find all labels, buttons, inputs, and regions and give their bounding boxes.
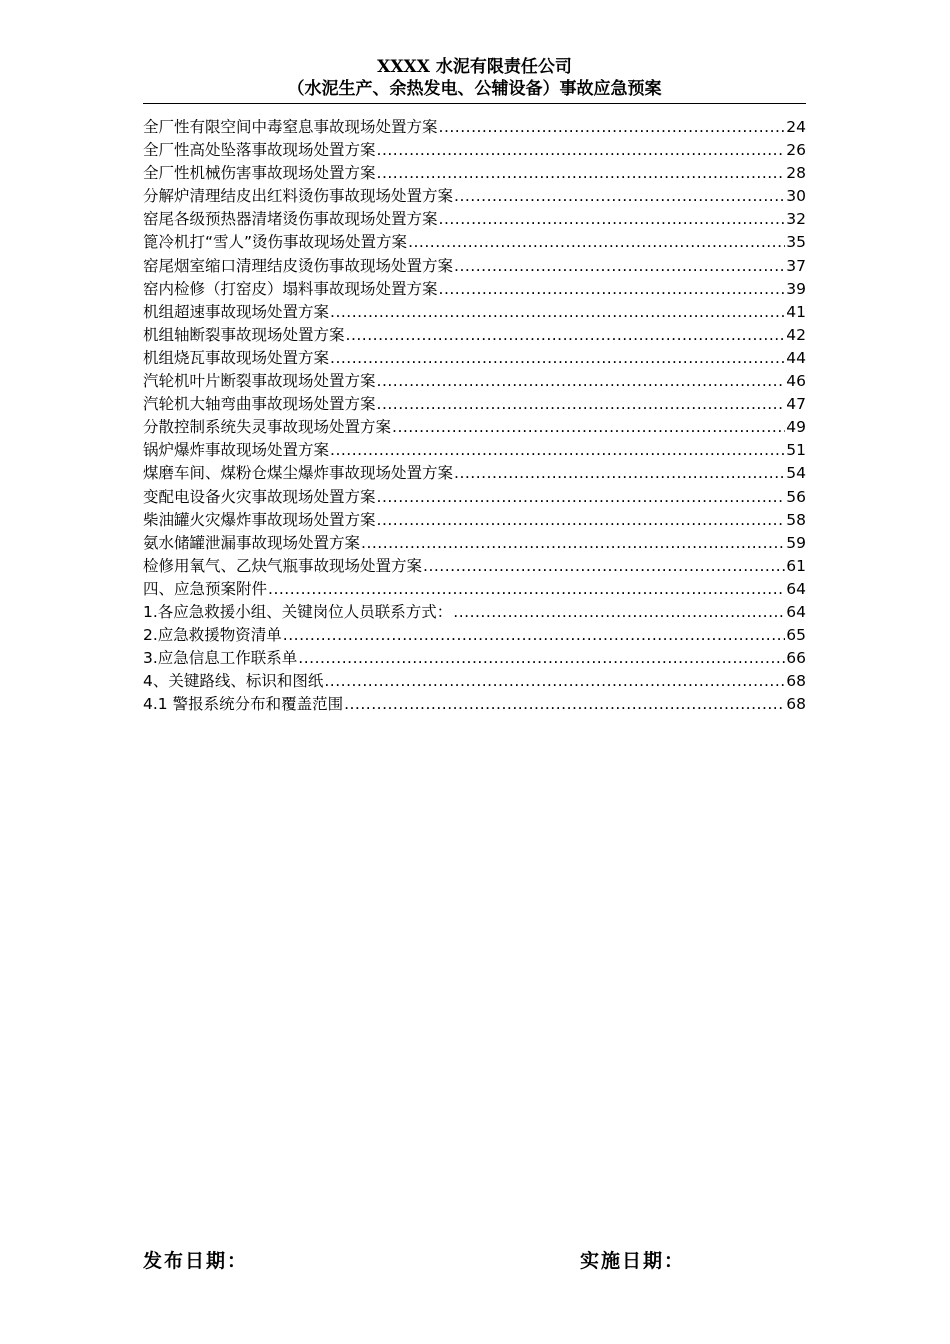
publish-date-label: 发布日期： [143,1250,249,1272]
toc-entry[interactable] [143,208,806,231]
toc-entry-title: 锅炉爆炸事故现场处置方案 [143,441,330,460]
toc-entry-page-number: 30 [786,187,806,206]
toc-entry-title: 检修用氧气、乙炔气瓶事故现场处置方案 [143,556,423,575]
toc-dot-leader [283,624,785,647]
toc-entry-title: 煤磨车间、煤粉仓煤尘爆炸事故现场处置方案 [143,464,454,483]
toc-entry-page-number: 68 [786,695,806,714]
toc-dot-leader [454,462,785,485]
toc-dot-leader [439,116,786,139]
toc-entry[interactable] [143,509,806,532]
toc-entry-page-number: 59 [786,533,806,552]
toc-entry[interactable] [143,601,806,624]
toc-entry-page-number: 56 [786,487,806,506]
toc-dot-leader [453,601,785,624]
toc-dot-leader [377,509,786,532]
toc-entry[interactable] [143,393,806,416]
toc-dot-leader [454,255,785,278]
toc-entry-page-number: 58 [786,510,806,529]
toc-dot-leader [324,670,785,693]
toc-dot-leader [392,416,785,439]
toc-entry-page-number: 66 [786,649,806,668]
toc-entry-title: 全厂性机械伤害事故现场处置方案 [143,164,376,183]
toc-entry-page-number: 64 [786,579,806,598]
toc-entry-title: 机组超速事故现场处置方案 [143,302,330,321]
toc-dot-leader [439,278,786,301]
toc-entry-page-number: 51 [786,441,806,460]
toc-entry-title: 变配电设备火灾事故现场处置方案 [143,487,376,506]
toc-dot-leader [377,139,786,162]
toc-dot-leader [408,231,785,254]
toc-dot-leader [344,693,785,716]
toc-entry-page-number: 46 [786,372,806,391]
toc-entry-page-number: 68 [786,672,806,691]
toc-dot-leader [377,370,786,393]
toc-entry-page-number: 42 [786,325,806,344]
table-of-contents [143,116,806,716]
toc-entry-page-number: 37 [786,256,806,275]
toc-entry[interactable] [143,416,806,439]
toc-entry-title: 四、应急预案附件 [143,579,268,598]
toc-entry-title: 分散控制系统失灵事故现场处置方案 [143,418,392,437]
toc-entry-page-number: 28 [786,164,806,183]
toc-entry-page-number: 35 [786,233,806,252]
toc-entry-page-number: 44 [786,348,806,367]
toc-entry-title: 4、关键路线、标识和图纸 [143,672,324,691]
toc-dot-leader [298,647,785,670]
toc-entry[interactable] [143,624,806,647]
toc-entry[interactable] [143,139,806,162]
company-name: XXXX 水泥有限责任公司 [377,57,572,77]
toc-dot-leader [268,578,785,601]
toc-dot-leader [423,555,785,578]
toc-dot-leader [377,486,786,509]
toc-entry[interactable] [143,462,806,485]
toc-entry[interactable] [143,278,806,301]
effective-date-label: 实施日期： [580,1250,686,1272]
toc-entry-page-number: 61 [786,556,806,575]
toc-entry[interactable] [143,532,806,555]
toc-entry-title: 汽轮机大轴弯曲事故现场处置方案 [143,395,376,414]
toc-entry-page-number: 64 [786,602,806,621]
toc-dot-leader [377,162,786,185]
toc-entry-title: 全厂性有限空间中毒窒息事故现场处置方案 [143,118,438,136]
toc-entry[interactable] [143,162,806,185]
toc-entry-title: 汽轮机叶片断裂事故现场处置方案 [143,372,376,391]
toc-entry-page-number: 24 [786,118,806,136]
toc-entry[interactable] [143,301,806,324]
toc-entry[interactable] [143,670,806,693]
toc-entry-title: 篦冷机打“雪人”烫伤事故现场处置方案 [143,233,408,252]
toc-entry-page-number: 65 [786,626,806,645]
toc-dot-leader [454,185,785,208]
toc-entry[interactable] [143,647,806,670]
toc-entry[interactable] [143,370,806,393]
toc-entry-page-number: 49 [786,418,806,437]
toc-entry-title: 机组烧瓦事故现场处置方案 [143,348,330,367]
toc-entry-page-number: 54 [786,464,806,483]
toc-entry-title: 窑尾烟室缩口清理结皮烫伤事故现场处置方案 [143,256,454,275]
toc-entry-title: 3.应急信息工作联系单 [143,649,298,668]
toc-entry-title: 4.1 警报系统分布和覆盖范围 [143,695,344,714]
toc-entry-title: 全厂性高处坠落事故现场处置方案 [143,141,376,160]
toc-entry[interactable] [143,555,806,578]
toc-entry[interactable] [143,486,806,509]
toc-entry-title: 氨水储罐泄漏事故现场处置方案 [143,533,361,552]
toc-dot-leader [377,393,786,416]
toc-entry[interactable] [143,439,806,462]
toc-entry-title: 机组轴断裂事故现场处置方案 [143,325,345,344]
toc-entry[interactable] [143,231,806,254]
toc-entry-page-number: 32 [786,210,806,229]
toc-dot-leader [346,324,786,347]
toc-entry[interactable] [143,693,806,716]
header-divider [143,103,806,104]
toc-entry-title: 柴油罐火灾爆炸事故现场处置方案 [143,510,376,529]
toc-entry[interactable] [143,578,806,601]
document-header [143,56,806,100]
toc-entry-title: 分解炉清理结皮出红料烫伤事故现场处置方案 [143,187,454,206]
toc-entry[interactable] [143,255,806,278]
toc-entry-page-number: 26 [786,141,806,160]
toc-dot-leader [330,439,785,462]
toc-entry[interactable] [143,116,806,139]
document-subtitle: （水泥生产、余热发电、公辅设备）事故应急预案 [287,79,662,99]
toc-dot-leader [361,532,785,555]
toc-dot-leader [330,301,785,324]
toc-dot-leader [439,208,786,231]
toc-entry[interactable] [143,324,806,347]
toc-entry-page-number: 41 [786,302,806,321]
toc-entry[interactable] [143,185,806,208]
toc-entry[interactable] [143,347,806,370]
toc-entry-title: 窑尾各级预热器清堵烫伤事故现场处置方案 [143,210,438,229]
toc-entry-title: 1.各应急救援小组、关键岗位人员联系方式： [143,602,453,621]
toc-entry-title: 窑内检修（打窑皮）塌料事故现场处置方案 [143,279,438,298]
toc-entry-title: 2.应急救援物资清单 [143,626,282,645]
toc-entry-page-number: 39 [786,279,806,298]
toc-dot-leader [330,347,785,370]
toc-entry-page-number: 47 [786,395,806,414]
